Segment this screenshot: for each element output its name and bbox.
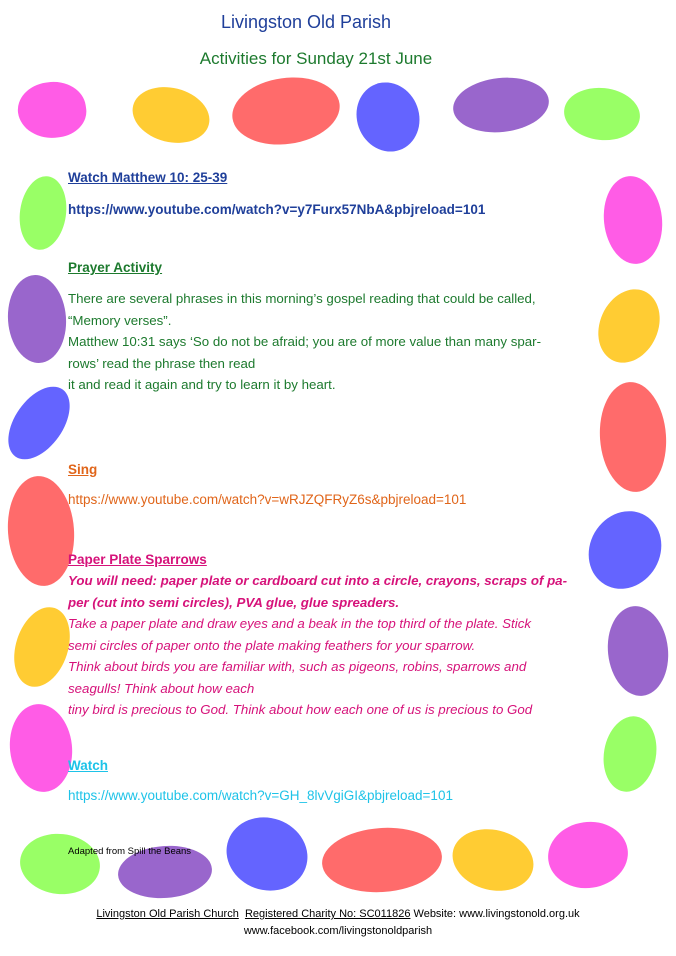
blob-red-right: [596, 380, 670, 494]
prayer-activity-heading: Prayer Activity: [68, 260, 163, 275]
page-subtitle: Activities for Sunday 21st June: [199, 49, 433, 68]
sparrows-line: seagulls! Think about how each: [68, 680, 255, 696]
footer-church: Livingston Old Parish Church: [96, 908, 239, 920]
blob-pink-right: [600, 173, 667, 267]
sparrows-line: semi circles of paper onto the plate making feathers for your sparrow.: [68, 637, 476, 653]
footer-website-link[interactable]: www.livingstonold.org.uk: [459, 908, 580, 920]
watch-matthew-heading: Watch Matthew 10: 25-39: [68, 170, 228, 185]
footer-website-label: Website:: [413, 908, 457, 920]
watch-link[interactable]: https://www.youtube.com/watch?v=GH_8lvVgiGI&pbjreload=101: [68, 788, 453, 803]
watch-matthew-link[interactable]: https://www.youtube.com/watch?v=y7Furx57NbA&pbjreload=101: [68, 202, 486, 217]
blob-purple-top: [450, 73, 551, 137]
blob-blue-bottom: [216, 806, 318, 902]
sparrows-text: [68, 570, 608, 721]
sparrows-need-line: per (cut into semi circles), PVA glue, glue spreaders.: [68, 594, 400, 610]
prayer-line: “Memory verses”.: [68, 312, 172, 328]
blob-green-top-right: [561, 84, 642, 144]
blob-blue-top: [347, 74, 429, 161]
blob-red-top: [228, 71, 344, 151]
prayer-line: rows’ read the phrase then read: [68, 355, 256, 371]
blob-purple-left: [5, 273, 69, 365]
prayer-line: There are several phrases in this morning’s gospel reading that could be called,: [68, 291, 536, 306]
sparrows-line: tiny bird is precious to God. Think about how each one of us is precious to God: [68, 702, 533, 717]
blob-pink-top-left: [14, 78, 89, 143]
prayer-activity-text: [68, 288, 603, 396]
blob-red-left: [4, 474, 78, 588]
sing-heading: Sing: [68, 462, 98, 477]
footer-line-1: [0, 908, 676, 920]
credit-text: Adapted from Spill the Beans: [68, 846, 192, 857]
blob-yellow-top: [127, 79, 216, 150]
blob-pink-left: [6, 701, 77, 795]
watch-heading: Watch: [68, 758, 108, 773]
blob-purple-right: [603, 603, 672, 699]
page-title: Livingston Old Parish: [220, 12, 392, 32]
blob-pink-bottom-right: [544, 817, 632, 893]
blob-green-bottom-left: [17, 830, 103, 898]
blob-red-bottom: [320, 824, 444, 896]
blob-green-left: [15, 173, 71, 253]
sparrows-line: Think about birds you are familiar with, such as pigeons, robins, sparrows and: [68, 659, 527, 674]
blob-yellow-bottom: [446, 821, 540, 899]
footer-facebook[interactable]: www.facebook.com/livingstonoldparish: [243, 925, 433, 937]
footer-line-2: [0, 925, 676, 937]
sparrows-need-line: You will need: paper plate or cardboard cut into a circle, crayons, scraps of pa-: [68, 573, 568, 588]
sing-link[interactable]: https://www.youtube.com/watch?v=wRJZQFRyZ6s&pbjreload=101: [68, 492, 467, 507]
prayer-line: it and read it again and try to learn it by heart.: [68, 377, 336, 392]
sparrows-line: Take a paper plate and draw eyes and a beak in the top third of the plate. Stick: [68, 616, 531, 631]
sparrows-heading: Paper Plate Sparrows: [68, 552, 207, 567]
prayer-line: Matthew 10:31 says ‘So do not be afraid; you are of more value than many spar-: [68, 334, 542, 349]
footer-charity: Registered Charity No: SC011826: [244, 908, 411, 920]
blob-green-right: [598, 712, 662, 796]
